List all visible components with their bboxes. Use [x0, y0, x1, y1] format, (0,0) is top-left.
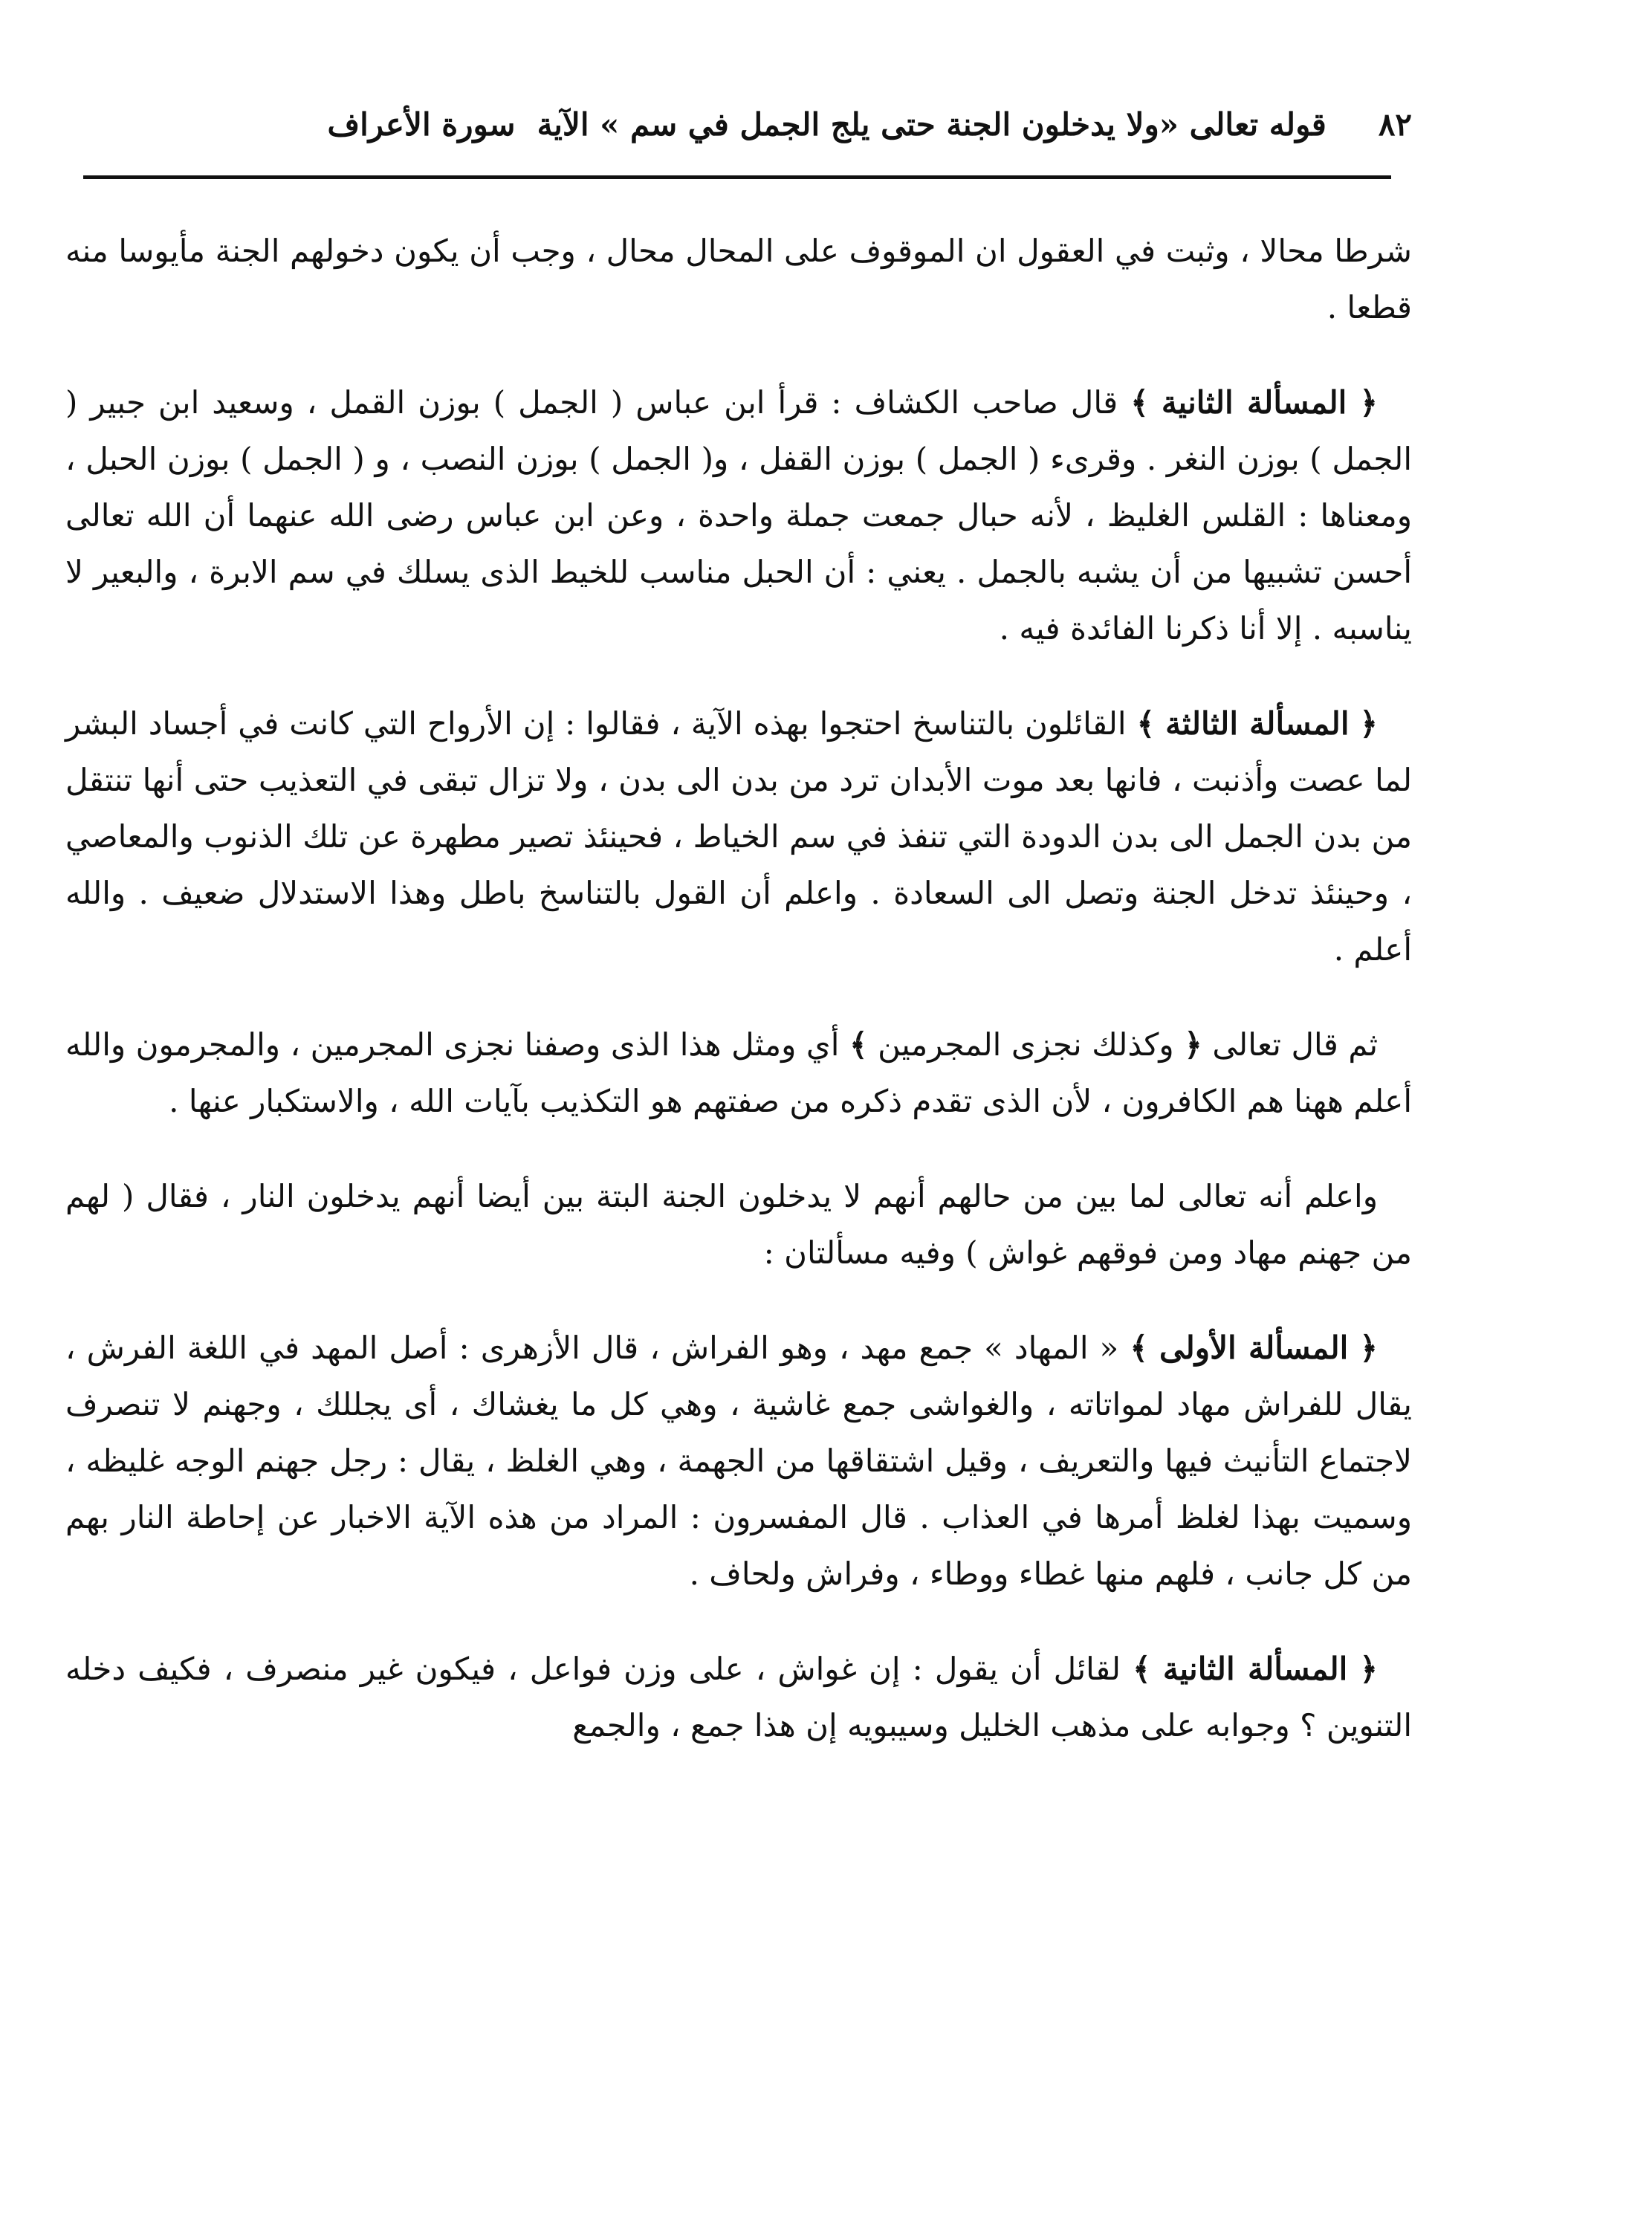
paragraph-5: [65, 1168, 1412, 1281]
paragraph-6: [65, 1320, 1412, 1602]
header-title: قوله تعالى «ولا يدخلون الجنة حتى يلج الجمل في سم » الآية: [537, 106, 1327, 143]
paragraph-1: [65, 223, 1412, 336]
header-rule: [83, 175, 1391, 179]
ornament-open: ﴿: [1359, 1651, 1379, 1687]
paragraph-text: « المهاد » جمع مهد ، وهو الفراش ، قال الأزهرى : أصل المهد في اللغة الفرش ، يقال للفراش مهاد لمواتاته ، والغواشى جمع غاشية ، وهي كل ما يغشاك ، أى يجللك ، وجهنم لا تنصرف لاجتماع التأنيث فيها والتعريف ، وقيل اشتقاقها من الجهمة ، وهي الغلظ ، يقال : رجل جهنم الوجه غليظه ، وسميت بهذا لغلظ أمرها في العذاب . قال المفسرون : المراد من هذه الآية الاخبار عن إحاطة النار بهم من كل جانب ، فلهم منها غطاء ووطاء ، وفراش ولحاف .: [65, 1330, 1412, 1592]
section-heading: المسألة الثانية: [1162, 1651, 1348, 1687]
paragraph-text: قال صاحب الكشاف : قرأ ابن عباس ( الجمل ) بوزن القمل ، وسعيد ابن جبير ( الجمل ) بوزن النغر . وقرىء ( الجمل ) بوزن القفل ، و( الجمل ) بوزن النصب ، و ( الجمل ) بوزن الحبل ، ومعناها : القلس الغليظ ، لأنه حبال جمعت جملة واحدة ، وعن ابن عباس رضى الله عنهما أن الله تعالى أحسن تشبيها من أن يشبه بالجمل . يعني : أن الحبل مناسب للخيط الذى يسلك في سم الابرة ، والبعير لا يناسبه . إلا أنا ذكرنا الفائدة فيه .: [65, 384, 1412, 647]
paragraph-text: شرطا محالا ، وثبت في العقول ان الموقوف على المحال محال ، وجب أن يكون دخولهم الجنة مأيوسا منه قطعا .: [65, 233, 1412, 326]
ornament-open: ﴿: [1184, 1026, 1202, 1063]
section-heading: المسألة الثانية: [1161, 384, 1347, 421]
ornament-close: ﴾: [1130, 384, 1149, 421]
paragraph-3: [65, 696, 1412, 978]
ornament-close: ﴾: [849, 1026, 868, 1063]
ornament-close: ﴾: [1136, 705, 1156, 742]
paragraph-2: [65, 375, 1412, 657]
ornament-open: ﴿: [1359, 705, 1379, 742]
paragraph-lead: ثم قال تعالى: [1212, 1026, 1379, 1063]
section-heading: المسألة الثالثة: [1165, 705, 1350, 742]
paragraph-text: واعلم أنه تعالى لما بين من حالهم أنهم لا يدخلون الجنة البتة بين أيضا أنهم يدخلون النار ، فقال ( لهم من جهنم مهاد ومن فوقهم غواش ) وفيه مسألتان :: [65, 1178, 1412, 1271]
page-number: ٨٢: [1378, 106, 1412, 143]
ornament-open: ﴿: [1359, 1330, 1379, 1366]
ornament-close: ﴾: [1130, 1330, 1148, 1366]
section-heading: المسألة الأولى: [1159, 1330, 1349, 1366]
paragraph-text: أي ومثل هذا الذى وصفنا نجزى المجرمين ، والمجرمون والله أعلم ههنا هم الكافرون ، لأن الذى تقدم ذكره من صفتهم هو التكذيب بآيات الله ، والاستكبار عنها .: [65, 1026, 1412, 1119]
ornament-close: ﴾: [1133, 1651, 1151, 1687]
page-body: [65, 223, 1412, 2200]
paragraph-4: [65, 1017, 1412, 1130]
ornament-open: ﴿: [1359, 384, 1379, 421]
running-header: [223, 95, 1412, 155]
quranic-quote: وكذلك نجزى المجرمين: [878, 1026, 1174, 1063]
paragraph-text: القائلون بالتناسخ احتجوا بهذه الآية ، فقالوا : إن الأرواح التي كانت في أجساد البشر لما عصت وأذنبت ، فانها بعد موت الأبدان ترد من بدن الى بدن ، ولا تزال تبقى في التعذيب حتى أنها تنتقل من بدن الجمل الى بدن الدودة التي تنفذ في سم الخياط ، فحينئذ تصير مطهرة عن تلك الذنوب والمعاصي ، وحينئذ تدخل الجنة وتصل الى السعادة . واعلم أن القول بالتناسخ باطل وهذا الاستدلال ضعيف . والله أعلم .: [65, 705, 1413, 968]
header-surah: سورة الأعراف: [327, 106, 516, 143]
paragraph-7: [65, 1641, 1412, 1754]
paragraph-text: لقائل أن يقول : إن غواش ، على وزن فواعل ، فيكون غير منصرف ، فكيف دخله التنوين ؟ وجوابه على مذهب الخليل وسيبويه إن هذا جمع ، والجمع: [65, 1651, 1412, 1744]
